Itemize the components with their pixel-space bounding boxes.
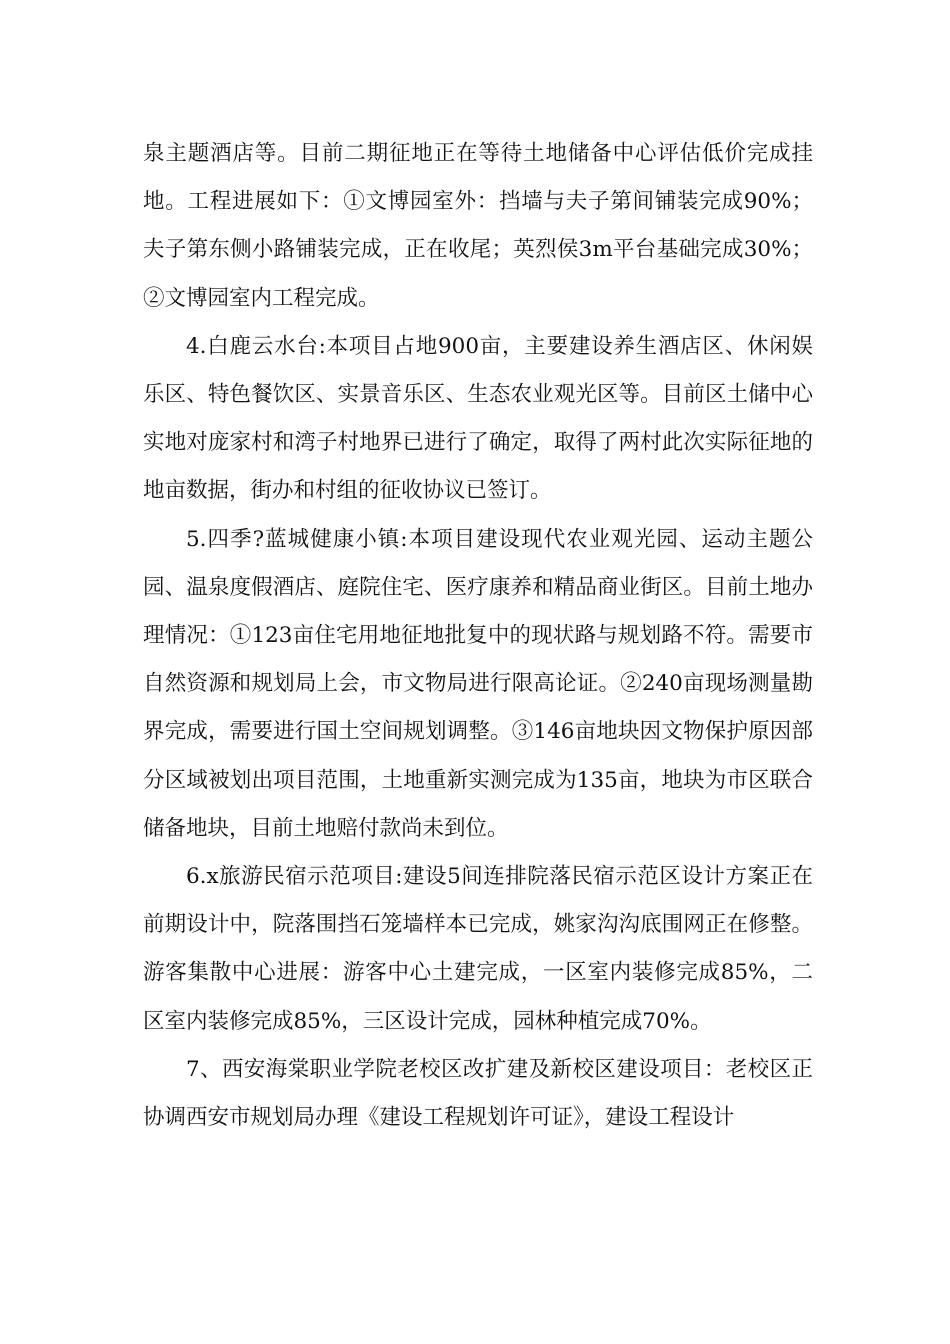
paragraph-project-6-homestay: 6.x旅游民宿示范项目:建设5间连排院落民宿示范区设计方案正在前期设计中，院落围挡石笼墙样本已完成，姚家沟沟底围网正在修整。游客集散中心进展：游客中心土建完成，一区室内装修完成85%，二区室内装修完成85%，三区设计完成，园林种植完成70%。 (143, 864, 813, 1034)
paragraph-project-3-continued: 泉主题酒店等。目前二期征地正在等待土地储备中心评估低价完成挂地。工程进展如下：①文博园室外：挡墙与夫子第间铺装完成90%；夫子第东侧小路铺装完成，正在收尾；英烈侯3m平台基础完成30%；②文博园室内工程完成。 (143, 141, 813, 311)
paragraph-project-7-haitang-college: 7、西安海棠职业学院老校区改扩建及新校区建设项目：老校区正协调西安市规划局办理《建设工程规划许可证》，建设工程设计 (143, 1056, 813, 1131)
paragraph-project-4-bailu-yunshuitai: 4.白鹿云水台:本项目占地900亩，主要建设养生酒店区、休闲娱乐区、特色餐饮区、实景音乐区、生态农业观光区等。目前区土储中心实地对庞家村和湾子村地界已进行了确定，取得了两村此次实际征地的地亩数据，街办和村组的征收协议已签订。 (143, 333, 813, 504)
document-body (143, 130, 813, 1142)
paragraph-project-5-lancheng-town: 5.四季?蓝城健康小镇:本项目建设现代农业观光园、运动主题公园、温泉度假酒店、庭院住宅、医疗康养和精品商业街区。目前土地办理情况：①123亩住宅用地征地批复中的现状路与规划路不符。需要市自然资源和规划局上会，市文物局进行限高论证。②240亩现场测量勘界完成，需要进行国土空间规划调整。③146亩地块因文物保护原因部分区域被划出项目范围，土地重新实测完成为135亩，地块为市区联合储备地块，目前土地赔付款尚未到位。 (143, 526, 813, 841)
